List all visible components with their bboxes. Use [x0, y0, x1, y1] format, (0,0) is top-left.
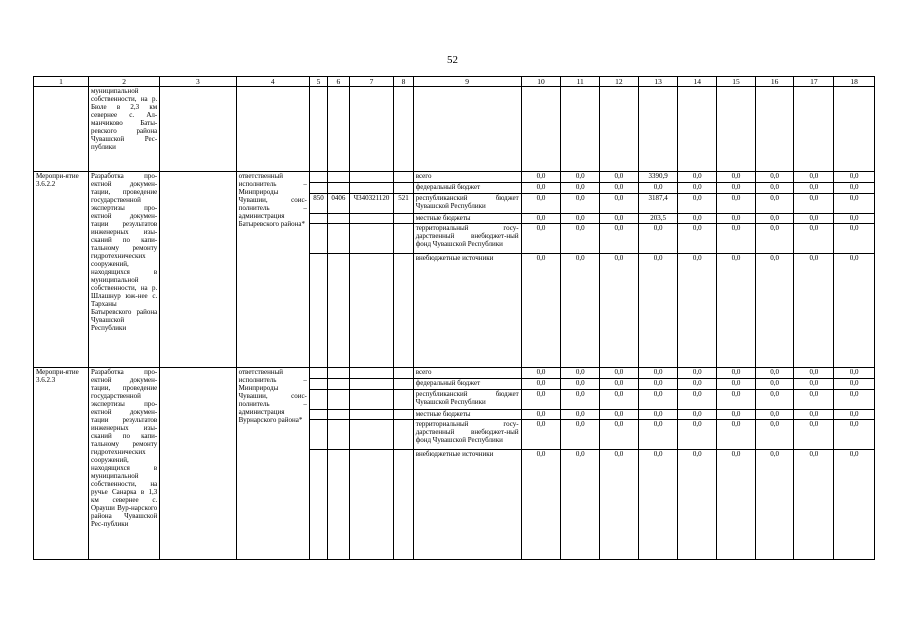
funding-value: 0,0	[678, 450, 717, 560]
funding-value: 0,0	[600, 194, 639, 214]
funding-value: 0,0	[521, 450, 561, 560]
empty-cell	[678, 87, 717, 172]
funding-value: 0,0	[834, 450, 875, 560]
funding-value: 0,0	[561, 450, 600, 560]
funding-value: 0,0	[521, 172, 561, 183]
funding-value: 0,0	[717, 172, 756, 183]
measure-code: Меропри-ятие 3.6.2.3	[34, 368, 89, 560]
responsible-executor: ответственный исполнитель – Минприроды Чувашии, соис-полнитель – администрация Батыревского района*	[236, 172, 309, 368]
column-number: 1	[34, 77, 89, 87]
column-number: 17	[794, 77, 834, 87]
funding-value: 0,0	[678, 379, 717, 390]
funding-value: 0,0	[521, 379, 561, 390]
empty-cell	[349, 254, 394, 368]
empty-cell	[309, 183, 327, 194]
funding-value: 0,0	[678, 390, 717, 410]
empty-cell	[394, 183, 413, 194]
funding-value: 0,0	[638, 224, 678, 254]
funding-value: 0,0	[600, 183, 639, 194]
empty-cell	[638, 87, 678, 172]
empty-cell	[328, 410, 349, 420]
empty-cell	[755, 87, 794, 172]
funding-value: 0,0	[755, 214, 794, 224]
funding-value: 0,0	[678, 420, 717, 450]
funding-row	[34, 368, 875, 379]
funding-value: 0,0	[717, 194, 756, 214]
empty-cell	[394, 224, 413, 254]
empty-cell	[521, 87, 561, 172]
funding-value: 0,0	[794, 224, 834, 254]
continuation-row	[34, 87, 875, 172]
column-number: 8	[394, 77, 413, 87]
measure-description: Разработка про-ектной докумен-тации, проведение государственной экспертизы про-ектной докумен-тации результатов инженерных изы-сканий по капи-тальному ремонту гидротехнических сооружений, находящихся в муниципальной собственности, на ручье Санарка в 1,3 км севернее с. Орауши Вур-нарского района Чувашской Рес-публики	[88, 368, 159, 560]
empty-cell	[394, 214, 413, 224]
empty-cell	[394, 410, 413, 420]
empty-cell	[328, 87, 349, 172]
funding-value: 0,0	[717, 254, 756, 368]
funding-value: 0,0	[717, 214, 756, 224]
empty-cell	[309, 254, 327, 368]
funding-value: 0,0	[834, 224, 875, 254]
funding-source: республиканский бюджет Чувашской Республики	[413, 194, 521, 214]
funding-value: 0,0	[755, 450, 794, 560]
funding-value: 0,0	[794, 183, 834, 194]
empty-cell	[349, 410, 394, 420]
funding-value: 0,0	[521, 420, 561, 450]
funding-source: внебюджетные источники	[413, 450, 521, 560]
funding-value: 0,0	[600, 172, 639, 183]
funding-value: 0,0	[561, 214, 600, 224]
funding-value: 0,0	[678, 224, 717, 254]
empty-cell	[349, 379, 394, 390]
funding-value: 0,0	[600, 420, 639, 450]
column-number: 2	[88, 77, 159, 87]
empty-cell	[160, 368, 236, 560]
funding-value: 0,0	[834, 390, 875, 410]
empty-cell	[394, 420, 413, 450]
funding-source: республиканский бюджет Чувашской Республики	[413, 390, 521, 410]
funding-value: 0,0	[638, 183, 678, 194]
empty-cell	[349, 450, 394, 560]
funding-value: 0,0	[600, 410, 639, 420]
empty-cell	[394, 172, 413, 183]
funding-value: 0,0	[834, 410, 875, 420]
funding-value: 0,0	[600, 224, 639, 254]
empty-cell	[600, 87, 639, 172]
funding-value: 0,0	[521, 390, 561, 410]
column-number: 6	[328, 77, 349, 87]
funding-value: 0,0	[834, 254, 875, 368]
grbs-code	[309, 390, 327, 410]
funding-value: 0,0	[561, 410, 600, 420]
empty-cell	[413, 87, 521, 172]
empty-cell	[328, 183, 349, 194]
column-number: 4	[236, 77, 309, 87]
column-number: 9	[413, 77, 521, 87]
funding-value: 0,0	[794, 194, 834, 214]
funding-value: 0,0	[678, 214, 717, 224]
funding-value: 0,0	[561, 420, 600, 450]
column-number: 11	[561, 77, 600, 87]
responsible-executor: ответственный исполнитель – Минприроды Чувашии, соис-полнитель – администрация Вурнарского района*	[236, 368, 309, 560]
funding-source: территориальный госу-дарственный внебюджет-ный фонд Чувашской Республики	[413, 224, 521, 254]
funding-value: 0,0	[561, 172, 600, 183]
funding-value: 0,0	[717, 450, 756, 560]
funding-value: 0,0	[600, 390, 639, 410]
empty-cell	[309, 87, 327, 172]
funding-value: 0,0	[521, 214, 561, 224]
funding-value: 0,0	[561, 379, 600, 390]
funding-value: 0,0	[678, 368, 717, 379]
empty-cell	[328, 224, 349, 254]
column-number: 10	[521, 77, 561, 87]
target-article-code: Ч340321120	[349, 194, 394, 214]
funding-value: 0,0	[755, 172, 794, 183]
funding-value: 0,0	[794, 254, 834, 368]
empty-cell	[794, 87, 834, 172]
funding-value: 0,0	[561, 224, 600, 254]
empty-cell	[349, 368, 394, 379]
funding-value: 0,0	[638, 254, 678, 368]
funding-value: 0,0	[521, 368, 561, 379]
empty-cell	[328, 450, 349, 560]
funding-value: 0,0	[794, 450, 834, 560]
funding-source: местные бюджеты	[413, 214, 521, 224]
funding-value: 0,0	[755, 410, 794, 420]
measure-description: муниципальной собственности, на р. Бюле в 2,3 км севернее с. Ал-манчиково Баты-ревского района Чувашской Рес-публики	[88, 87, 159, 172]
funding-value: 0,0	[717, 183, 756, 194]
funding-value: 0,0	[600, 379, 639, 390]
empty-cell	[394, 254, 413, 368]
empty-cell	[328, 172, 349, 183]
funding-value: 0,0	[755, 194, 794, 214]
funding-value: 0,0	[638, 410, 678, 420]
empty-cell	[309, 172, 327, 183]
funding-value: 0,0	[678, 183, 717, 194]
funding-source: внебюджетные источники	[413, 254, 521, 368]
funding-value: 0,0	[521, 183, 561, 194]
column-number: 15	[717, 77, 756, 87]
column-number: 5	[309, 77, 327, 87]
measure-code: Меропри-ятие 3.6.2.2	[34, 172, 89, 368]
funding-value: 0,0	[600, 254, 639, 368]
empty-cell	[349, 87, 394, 172]
empty-cell	[349, 172, 394, 183]
funding-value: 0,0	[521, 410, 561, 420]
funding-source: территориальный госу-дарственный внебюджет-ный фонд Чувашской Республики	[413, 420, 521, 450]
funding-value: 0,0	[717, 420, 756, 450]
budget-table	[33, 76, 875, 560]
empty-cell	[328, 420, 349, 450]
funding-value: 0,0	[678, 410, 717, 420]
funding-value: 0,0	[600, 214, 639, 224]
column-number: 18	[834, 77, 875, 87]
funding-value: 0,0	[600, 450, 639, 560]
empty-cell	[160, 87, 236, 172]
funding-value: 0,0	[755, 254, 794, 368]
funding-row	[34, 172, 875, 183]
funding-value: 0,0	[755, 420, 794, 450]
funding-value: 0,0	[717, 410, 756, 420]
funding-value: 0,0	[521, 194, 561, 214]
funding-value: 0,0	[717, 224, 756, 254]
expense-type-code: 521	[394, 194, 413, 214]
funding-value: 0,0	[521, 224, 561, 254]
empty-cell	[394, 368, 413, 379]
funding-value: 0,0	[755, 224, 794, 254]
funding-value: 0,0	[638, 390, 678, 410]
empty-cell	[349, 183, 394, 194]
funding-value: 0,0	[794, 379, 834, 390]
funding-value: 0,0	[678, 254, 717, 368]
funding-source: местные бюджеты	[413, 410, 521, 420]
empty-cell	[160, 172, 236, 368]
funding-value: 3390,9	[638, 172, 678, 183]
empty-cell	[34, 87, 89, 172]
column-number: 7	[349, 77, 394, 87]
funding-value: 0,0	[834, 379, 875, 390]
funding-value: 0,0	[638, 450, 678, 560]
funding-value: 0,0	[561, 390, 600, 410]
column-number-row	[34, 77, 875, 87]
funding-value: 0,0	[561, 368, 600, 379]
empty-cell	[309, 450, 327, 560]
funding-value: 0,0	[717, 390, 756, 410]
funding-value: 0,0	[638, 379, 678, 390]
funding-value: 0,0	[717, 379, 756, 390]
target-article-code	[349, 390, 394, 410]
funding-value: 0,0	[834, 214, 875, 224]
column-number: 14	[678, 77, 717, 87]
funding-value: 0,0	[755, 368, 794, 379]
funding-value: 0,0	[834, 420, 875, 450]
funding-value: 0,0	[794, 390, 834, 410]
funding-source: всего	[413, 368, 521, 379]
funding-value: 0,0	[794, 410, 834, 420]
funding-value: 0,0	[561, 194, 600, 214]
funding-value: 0,0	[794, 172, 834, 183]
empty-cell	[349, 420, 394, 450]
empty-cell	[717, 87, 756, 172]
funding-value: 0,0	[794, 420, 834, 450]
funding-value: 0,0	[678, 194, 717, 214]
empty-cell	[309, 224, 327, 254]
funding-value: 203,5	[638, 214, 678, 224]
empty-cell	[309, 214, 327, 224]
funding-value: 0,0	[755, 183, 794, 194]
funding-value: 0,0	[834, 183, 875, 194]
empty-cell	[328, 254, 349, 368]
funding-value: 0,0	[834, 368, 875, 379]
empty-cell	[309, 379, 327, 390]
empty-cell	[328, 368, 349, 379]
funding-value: 0,0	[561, 183, 600, 194]
empty-cell	[309, 410, 327, 420]
section-code: 0406	[328, 194, 349, 214]
page-number: 52	[447, 54, 458, 66]
empty-cell	[394, 379, 413, 390]
column-number: 12	[600, 77, 639, 87]
column-number: 3	[160, 77, 236, 87]
funding-value: 0,0	[794, 214, 834, 224]
empty-cell	[309, 368, 327, 379]
funding-value: 0,0	[834, 172, 875, 183]
empty-cell	[561, 87, 600, 172]
empty-cell	[394, 87, 413, 172]
empty-cell	[394, 450, 413, 560]
funding-value: 0,0	[834, 194, 875, 214]
funding-value: 0,0	[717, 368, 756, 379]
empty-cell	[349, 214, 394, 224]
funding-value: 0,0	[755, 379, 794, 390]
empty-cell	[834, 87, 875, 172]
funding-value: 0,0	[678, 172, 717, 183]
funding-value: 0,0	[600, 368, 639, 379]
funding-source: федеральный бюджет	[413, 183, 521, 194]
funding-value: 0,0	[755, 390, 794, 410]
section-code	[328, 390, 349, 410]
funding-value: 0,0	[638, 368, 678, 379]
empty-cell	[309, 420, 327, 450]
funding-value: 0,0	[561, 254, 600, 368]
funding-value: 0,0	[521, 254, 561, 368]
funding-value: 0,0	[794, 368, 834, 379]
column-number: 13	[638, 77, 678, 87]
funding-value: 3187,4	[638, 194, 678, 214]
grbs-code: 850	[309, 194, 327, 214]
measure-description: Разработка про-ектной докумен-тации, проведение государственной экспертизы про-ектной докумен-тации результатов инженерных изы-сканий по капи-тальному ремонту гидротехнических сооружений, находящихся в муниципальной собственности, на р. Шлашнур юж-нее с. Тарханы Батыревского района Чувашской Республики	[88, 172, 159, 368]
column-number: 16	[755, 77, 794, 87]
empty-cell	[328, 214, 349, 224]
empty-cell	[236, 87, 309, 172]
funding-source: федеральный бюджет	[413, 379, 521, 390]
funding-source: всего	[413, 172, 521, 183]
expense-type-code	[394, 390, 413, 410]
empty-cell	[328, 379, 349, 390]
funding-value: 0,0	[638, 420, 678, 450]
empty-cell	[349, 224, 394, 254]
